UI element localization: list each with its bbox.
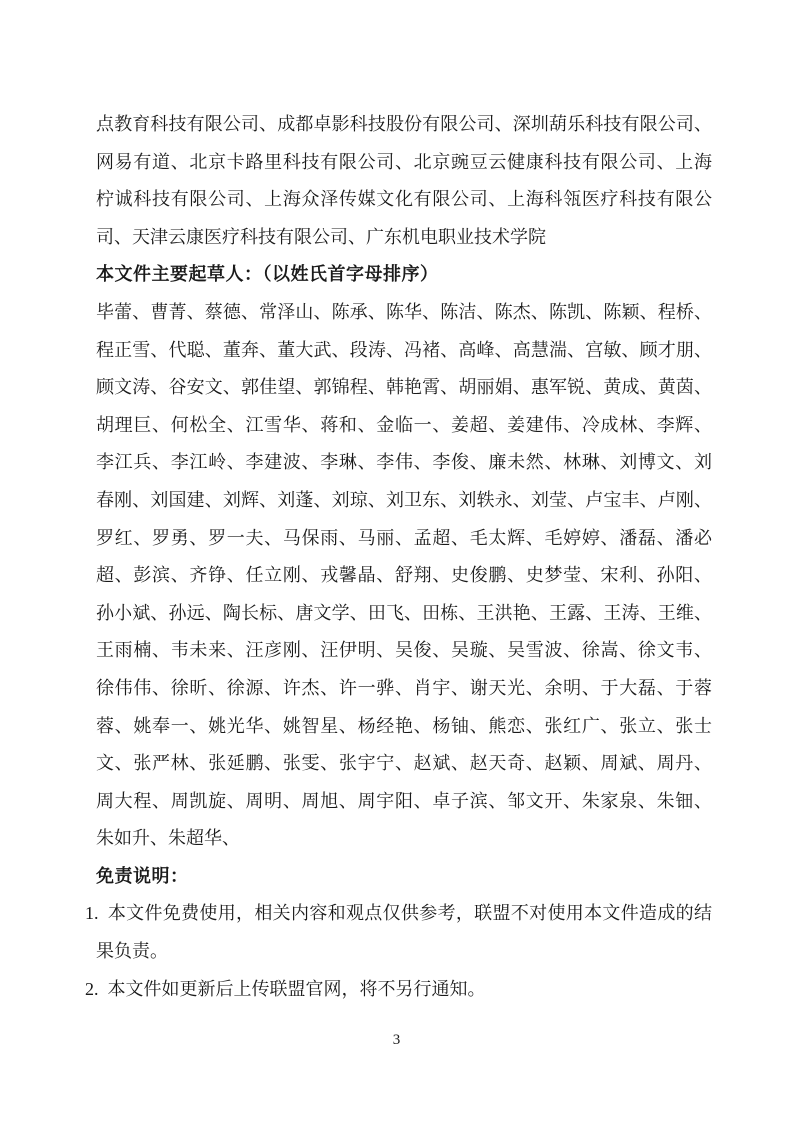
contributors-paragraph: [96, 106, 712, 256]
disclaimer-item: [85, 971, 712, 1009]
disclaimer-heading: 免责说明：: [96, 865, 189, 886]
page-number: 3: [392, 1032, 401, 1048]
text-line: 王雨楠、韦未来、汪彦刚、汪伊明、吴俊、吴璇、吴雪波、徐嵩、徐文韦、: [96, 640, 712, 661]
text-line: 蓉、姚奉一、姚光华、姚智星、杨经艳、杨铀、熊恋、张红广、张立、张士: [96, 715, 712, 736]
text-line: 孙小斌、孙远、陶长标、唐文学、田飞、田栋、王洪艳、王露、王涛、王维、: [96, 602, 712, 623]
disclaimer-item: [85, 895, 712, 970]
text-line: 周大程、周凯旋、周明、周旭、周宇阳、卓子滨、邹文开、朱家泉、朱钿、: [96, 790, 712, 811]
page-content: [85, 106, 712, 1008]
disclaimer-item-text: 本文件免费使用，相关内容和观点仅供参考，联盟不对使用本文件造成的结果负责。: [96, 903, 712, 962]
text-line: 胡理巨、何松全、江雪华、蒋和、金临一、姜超、姜建伟、冷成林、李辉、: [96, 414, 712, 435]
drafters-heading: 本文件主要起草人：（以姓氏首字母排序）: [96, 264, 439, 285]
text-line: 朱如升、朱超华、: [96, 828, 240, 849]
text-line: 春刚、刘国建、刘辉、刘蓬、刘琼、刘卫东、刘轶永、刘莹、卢宝丰、卢刚、: [96, 489, 712, 510]
text-line: 程正雪、代聪、董奔、董大武、段涛、冯褚、高峰、高慧湍、宫敏、顾才朋、: [96, 339, 712, 360]
text-line: 点教育科技有限公司、成都卓影科技股份有限公司、深圳葫乐科技有限公司、: [96, 114, 712, 134]
text-line: 毕蕾、曹菁、蔡德、常泽山、陈承、陈华、陈洁、陈杰、陈凯、陈颖、程桥、: [96, 301, 712, 322]
text-line: 网易有道、北京卡路里科技有限公司、北京豌豆云健康科技有限公司、上海: [96, 151, 712, 172]
disclaimer-item-number: 1.: [85, 903, 99, 924]
disclaimer-item-number: 2.: [85, 978, 99, 999]
text-line: 顾文涛、谷安文、郭佳望、郭锦程、韩艳霄、胡丽娟、惠军锐、黄成、黄茵、: [96, 377, 712, 398]
text-line: 司、天津云康医疗科技有限公司、广东机电职业技术学院: [96, 226, 546, 247]
text-line: 李江兵、李江岭、李建波、李琳、李伟、李俊、廉未然、林琳、刘博文、刘: [96, 452, 712, 473]
text-line: 柠诚科技有限公司、上海众泽传媒文化有限公司、上海科瓴医疗科技有限公: [96, 189, 712, 210]
drafters-name-list: [96, 294, 712, 858]
text-line: 超、彭滨、齐铮、任立刚、戎馨晶、舒翔、史俊鹏、史梦莹、宋利、孙阳、: [96, 565, 712, 586]
disclaimer-list: [85, 895, 712, 1008]
text-line: 徐伟伟、徐昕、徐源、许杰、许一骅、肖宇、谢天光、余明、于大磊、于蓉: [96, 677, 712, 698]
text-line: 罗红、罗勇、罗一夫、马保雨、马丽、孟超、毛太辉、毛婷婷、潘磊、潘必: [96, 527, 712, 548]
text-line: 文、张严林、张延鹏、张雯、张宇宁、赵斌、赵天奇、赵颖、周斌、周丹、: [96, 753, 712, 774]
disclaimer-item-text: 本文件如更新后上传联盟官网，将不另行通知。: [107, 978, 486, 999]
